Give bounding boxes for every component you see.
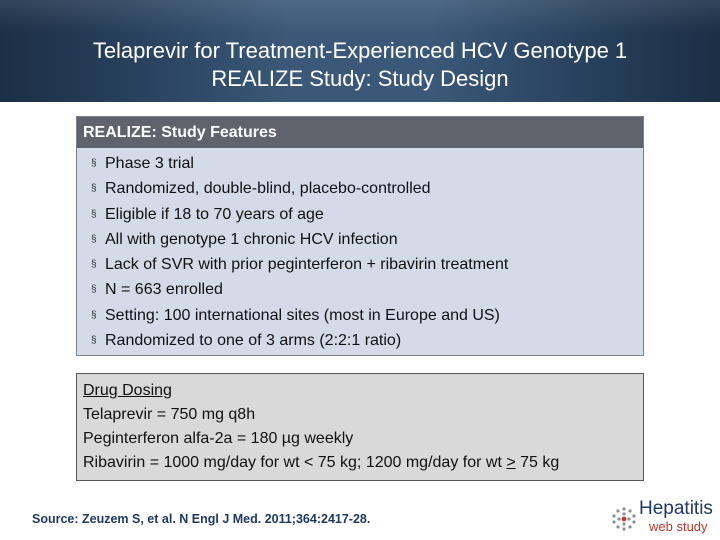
bullet-icon: § bbox=[91, 183, 97, 195]
slide-title-line-1: Telaprevir for Treatment-Experienced HCV Genotype 1 bbox=[92, 38, 628, 63]
slide-title-line-2: REALIZE Study: Study Design bbox=[211, 66, 509, 91]
feature-text: Randomized to one of 3 arms (2:2:1 ratio) bbox=[105, 332, 402, 350]
study-features-heading: REALIZE: Study Features bbox=[77, 117, 643, 148]
study-features-box bbox=[76, 116, 644, 356]
ribavirin-dose-suffix: 75 kg bbox=[515, 454, 560, 471]
bullet-icon: § bbox=[91, 309, 97, 321]
feature-text: Setting: 100 international sites (most in Europe and US) bbox=[105, 306, 500, 324]
feature-text: Lack of SVR with prior peginterferon + ribavirin treatment bbox=[105, 256, 509, 274]
list-item bbox=[91, 277, 643, 302]
list-item bbox=[91, 202, 643, 227]
logo-text-hepatitis: Hepatitis bbox=[639, 498, 713, 519]
feature-text: N = 663 enrolled bbox=[105, 281, 223, 299]
bullet-icon: § bbox=[91, 284, 97, 296]
bullet-icon: § bbox=[91, 233, 97, 245]
list-item bbox=[91, 227, 643, 252]
study-features-list bbox=[77, 148, 643, 353]
feature-text: Eligible if 18 to 70 years of age bbox=[105, 205, 324, 223]
drug-dosing-box bbox=[76, 373, 644, 481]
bullet-icon: § bbox=[91, 158, 97, 169]
bullet-icon: § bbox=[91, 335, 97, 347]
list-item bbox=[91, 303, 643, 328]
greater-equal-symbol: > bbox=[506, 454, 516, 471]
hepatitis-logo-icon bbox=[611, 506, 637, 532]
source-citation: Source: Zeuzem S, et al. N Engl J Med. 2011;364:2417-28. bbox=[32, 512, 371, 526]
list-item bbox=[91, 151, 643, 176]
list-item bbox=[91, 176, 643, 201]
ribavirin-dose bbox=[83, 451, 643, 475]
feature-text: Randomized, double-blind, placebo-controlled bbox=[105, 180, 431, 198]
drug-dosing-heading: Drug Dosing bbox=[83, 382, 172, 399]
bullet-icon: § bbox=[91, 208, 97, 220]
feature-text: Phase 3 trial bbox=[105, 155, 194, 172]
title-banner bbox=[0, 0, 720, 102]
ribavirin-dose-prefix: Ribavirin = 1000 mg/day for wt < 75 kg; 1200 mg/day for wt bbox=[83, 454, 507, 471]
logo-text-web-study: web study bbox=[649, 519, 708, 534]
telaprevir-dose: Telaprevir = 750 mg q8h bbox=[83, 406, 256, 423]
bullet-icon: § bbox=[91, 259, 97, 271]
list-item bbox=[91, 252, 643, 277]
banner-sheen bbox=[0, 0, 720, 34]
list-item bbox=[91, 328, 643, 353]
feature-text: All with genotype 1 chronic HCV infection bbox=[105, 230, 398, 248]
peginterferon-dose: Peginterferon alfa-2a = 180 µg weekly bbox=[83, 430, 354, 447]
